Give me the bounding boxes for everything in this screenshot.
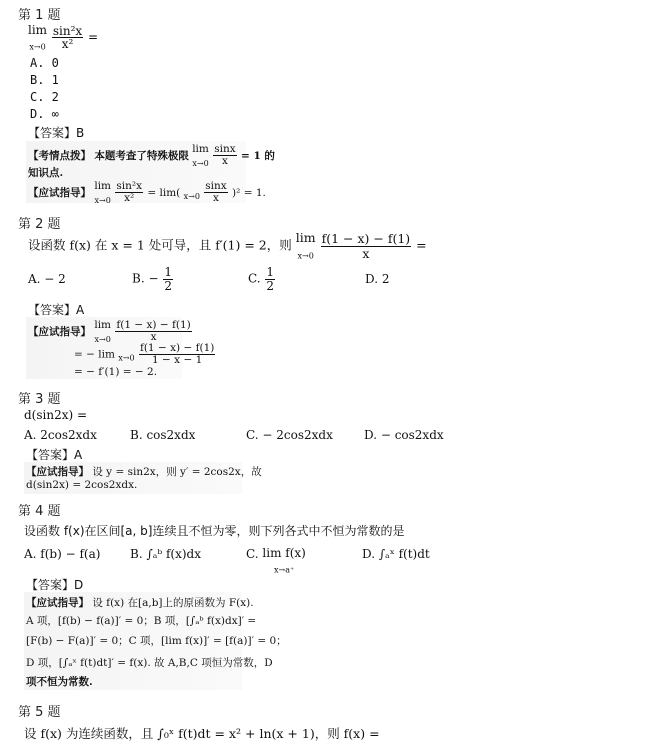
denominator: 2 [266,278,275,293]
question-4-option-a: A. f(b) − f(a) [24,547,101,561]
question-3-explanation-scan [24,462,262,494]
question-4-title: 第 4 题 [18,504,61,519]
explanation-line-3: = − f′(1) = − 2. [74,366,158,378]
question-2-option-a: A. − 2 [28,272,66,286]
numerator: f(1 − x) − f(1) [116,319,191,332]
lim-subscript: x→0 [94,334,111,344]
guide-mid: = lim( [147,186,181,199]
question-4-option-c [246,547,306,574]
explanation-line-5: 项不恒为常数. [26,676,93,688]
denominator: 2 [164,278,172,293]
guide-label: 【应试指导】 [28,325,91,338]
explanation-line-1 [26,464,262,479]
numerator: 1 [266,265,275,279]
question-3-title: 第 3 题 [18,392,61,407]
lim-subscript: x→0 [183,191,200,201]
question-2-option-d: D. 2 [365,272,390,286]
lim-subscript: x→0 [29,42,46,52]
numerator: sinx [214,143,236,156]
denominator: x² [124,192,135,205]
denominator: x [221,155,228,168]
explanation-line-2 [74,343,216,366]
point-text: 本题考查了特殊极限 [94,149,189,162]
question-2-stem [28,232,427,260]
fraction [115,320,191,343]
lim-subscript: x→0 [94,195,111,205]
lim-subscript: x→a⁺ [274,565,295,575]
question-3-option-a: A. 2cos2xdx [24,428,97,442]
question-1-option-d: D. ∞ [30,107,59,121]
question-3-option-c: C. − 2cos2xdx [246,428,333,442]
option-prefix: B. − [132,271,159,286]
question-1-stem [28,24,98,51]
fraction [139,343,215,366]
option-prefix: C. [248,271,261,286]
equals-sign: = [416,237,427,253]
explanation-line-2: d(sin2x) = 2cos2xdx. [26,479,138,491]
question-1-explanation-scan [26,141,275,205]
explanation-line-4: D 项，[∫ₐˣ f(t)dt]′ = f(x). 故 A,B,C 项恒为常数，D [26,657,273,669]
lim-symbol: lim [192,143,209,155]
question-5-title: 第 5 题 [18,705,61,720]
option-prefix: C. [246,547,259,561]
guide-prefix: = − lim [74,348,115,361]
guide-text: 设 y = sin2x，则 y′ = 2cos2x，故 [92,466,262,478]
question-4-option-d: D. ∫ₐˣ f(t)dt [362,547,430,561]
question-2-title: 第 2 题 [18,217,61,232]
explanation-line-2: A 项，[f(b) − f(a)]′ = 0；B 项，[∫ₐᵇ f(x)dx]′ = [26,615,257,627]
lim-subscript: x→0 [118,353,135,363]
question-3-answer: 【答案】A [26,448,83,462]
question-3-option-d: D. − cos2xdx [364,428,444,442]
lim-symbol: lim [94,180,112,192]
denominator: x [362,245,370,261]
fraction [52,25,83,51]
explanation-line-2: 知识点. [28,167,64,179]
lim-symbol: lim [94,319,112,331]
question-3-option-b: B. cos2xdx [130,428,196,442]
point-label: 【考情点拨】 [28,149,91,162]
question-1-option-a: A. 0 [30,56,59,70]
numerator: sin²x [52,23,83,38]
lim-expression: lim f(x) [262,546,306,560]
explanation-line-1 [28,320,193,344]
question-2-explanation-scan [26,317,215,379]
question-4-option-b: B. ∫ₐᵇ f(x)dx [130,547,201,561]
question-1-title: 第 1 题 [18,8,61,23]
stem-text: 设函数 f(x) 在 x = 1 处可导，且 f′(1) = 2，则 [28,237,292,253]
numerator: sinx [205,180,227,193]
numerator: sin²x [116,180,143,193]
explanation-line-1 [26,595,254,610]
fraction [204,181,227,204]
lim-symbol: lim [28,23,48,37]
fraction [163,266,173,292]
point-tail: = 1 的 [241,149,275,162]
question-2-option-c [248,266,276,292]
guide-label: 【应试指导】 [26,466,89,478]
question-1-answer: 【答案】B [28,126,85,140]
guide-tail: )² = 1. [232,186,266,199]
fraction [265,266,275,292]
equals-sign: = [88,30,99,45]
numerator: f(1 − x) − f(1) [321,231,411,247]
denominator: 1 − x − 1 [152,354,203,367]
question-5-stem: 设 f(x) 为连续函数，且 ∫₀ˣ f(t)dt = x² + ln(x + 1)，则 f(x) = [24,726,380,741]
question-1-option-b: B. 1 [30,73,59,87]
explanation-line-3 [28,181,266,205]
denominator: x² [61,37,74,52]
fraction [321,232,412,259]
question-3-stem: d(sin2x) = [24,408,88,422]
question-2-option-b [132,266,174,292]
numerator: 1 [164,265,172,279]
question-4-explanation-scan [24,592,287,690]
guide-label: 【应试指导】 [26,597,89,609]
question-2-answer: 【答案】A [28,303,85,317]
explanation-line-1 [28,144,275,168]
lim-subscript: x→0 [192,158,209,168]
denominator: x [213,192,219,205]
fraction [115,181,143,204]
lim-symbol: lim [295,230,316,245]
guide-text: 设 f(x) 在[a,b]上的原函数为 F(x). [92,597,254,609]
explanation-line-3: [F(b) − F(a)]′ = 0；C 项，[lim f(x)]′ = [f(a)]′ = 0； [26,635,287,647]
lim-subscript: x→0 [297,251,314,260]
numerator: f(1 − x) − f(1) [139,342,215,354]
guide-label: 【应试指导】 [28,186,91,199]
question-4-answer: 【答案】D [26,578,84,592]
question-4-stem: 设函数 f(x)在区间[a, b]连续且不恒为零，则下列各式中不恒为常数的是 [24,524,405,538]
question-1-option-c: C. 2 [30,90,59,104]
fraction [213,144,236,167]
denominator: x [150,331,157,344]
